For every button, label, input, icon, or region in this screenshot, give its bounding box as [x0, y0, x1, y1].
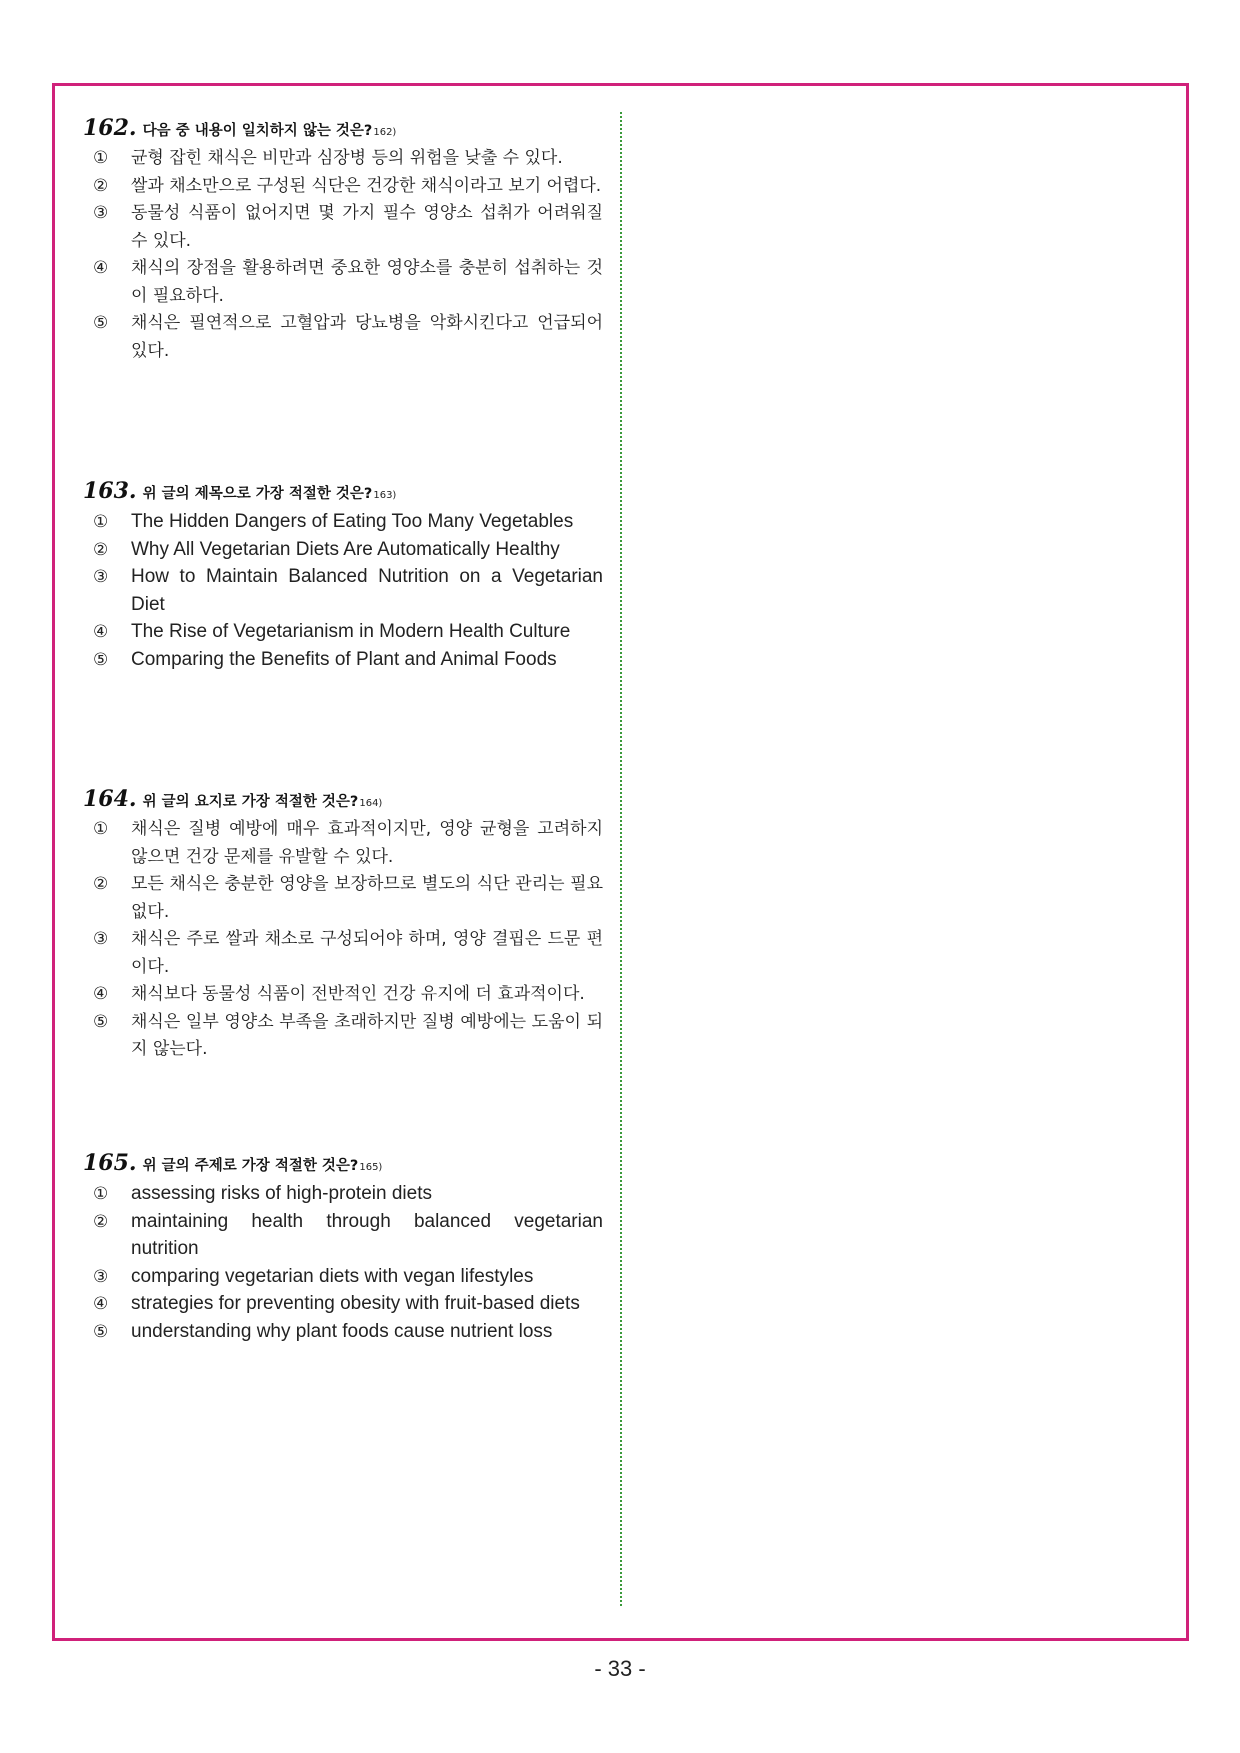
option-text: 동물성 식품이 없어지면 몇 가지 필수 영양소 섭취가 어려워질 수 있다. — [131, 203, 603, 251]
option-number: ④ — [93, 1294, 109, 1313]
option-number: ② — [93, 539, 109, 559]
option-text: maintaining health through balanced vegetarian nutrition — [131, 1210, 603, 1259]
option-4[interactable] — [93, 255, 603, 310]
option-1[interactable] — [93, 508, 603, 536]
question-header — [83, 1150, 603, 1180]
option-5[interactable] — [93, 1318, 603, 1346]
option-number: ② — [93, 1211, 109, 1231]
question-163 — [83, 478, 603, 673]
footnote-ref: 165) — [359, 1162, 383, 1173]
option-number: ① — [93, 148, 109, 168]
option-3[interactable] — [93, 1263, 603, 1291]
option-number: ① — [93, 819, 109, 839]
question-165 — [83, 1150, 603, 1345]
option-5[interactable] — [93, 646, 603, 674]
question-prompt: 위 글의 제목으로 가장 적절한 것은? — [142, 486, 373, 502]
option-number: ⑤ — [93, 1321, 109, 1341]
question-number: 164. — [83, 786, 137, 812]
option-text: 채식의 장점을 활용하려면 중요한 영양소를 충분히 섭취하는 것이 필요하다. — [131, 258, 603, 306]
option-number: ④ — [93, 984, 109, 1004]
footnote-ref: 162) — [373, 127, 397, 138]
option-1[interactable] — [93, 816, 603, 871]
question-number: 163. — [83, 478, 137, 504]
question-header — [83, 786, 603, 816]
option-number: ⑤ — [93, 1011, 109, 1032]
option-2[interactable] — [93, 536, 603, 564]
option-text: How to Maintain Balanced Nutrition on a Vegetarian Diet — [131, 566, 603, 615]
option-text: Comparing the Benefits of Plant and Animal Foods — [131, 648, 557, 670]
option-3[interactable] — [93, 926, 603, 981]
option-text: strategies for preventing obesity with fruit-based diets — [131, 1293, 580, 1314]
option-2[interactable] — [93, 871, 603, 926]
option-3[interactable] — [93, 200, 603, 255]
option-number: ② — [93, 175, 109, 196]
option-text: assessing risks of high-protein diets — [131, 1183, 432, 1204]
option-text: understanding why plant foods cause nutrient loss — [131, 1320, 553, 1342]
option-number: ④ — [93, 258, 109, 278]
option-4[interactable] — [93, 981, 603, 1009]
option-2[interactable] — [93, 1208, 603, 1263]
column-divider — [620, 112, 622, 1606]
option-text: Why All Vegetarian Diets Are Automatically Healthy — [131, 538, 560, 560]
question-prompt: 다음 중 내용이 일치하지 않는 것은? — [142, 123, 373, 139]
option-text: 모든 채식은 충분한 영양을 보장하므로 별도의 식단 관리는 필요 없다. — [131, 874, 603, 922]
option-number: ④ — [93, 622, 109, 641]
option-4[interactable] — [93, 1290, 603, 1318]
option-number: ③ — [93, 1266, 109, 1286]
option-text: 채식은 일부 영양소 부족을 초래하지만 질병 예방에는 도움이 되지 않는다. — [131, 1011, 603, 1059]
option-3[interactable] — [93, 563, 603, 618]
option-text: comparing vegetarian diets with vegan lifestyles — [131, 1265, 534, 1287]
question-header — [83, 115, 603, 145]
page-number: - 33 - — [594, 1656, 646, 1681]
option-number: ③ — [93, 203, 109, 223]
question-162 — [83, 115, 603, 365]
option-text: 쌀과 채소만으로 구성된 식단은 건강한 채식이라고 보기 어렵다. — [131, 175, 602, 196]
option-number: ② — [93, 874, 109, 894]
question-prompt: 위 글의 주제로 가장 적절한 것은? — [142, 1158, 359, 1174]
question-164 — [83, 786, 603, 1064]
option-2[interactable] — [93, 173, 603, 201]
footnote-ref: 163) — [373, 490, 397, 501]
question-header — [83, 478, 603, 508]
option-text: 채식은 질병 예방에 매우 효과적이지만, 영양 균형을 고려하지 않으면 건강 문제를 유발할 수 있다. — [131, 819, 603, 867]
option-text: 채식은 필연적으로 고혈압과 당뇨병을 악화시킨다고 언급되어 있다. — [131, 313, 603, 361]
option-number: ⑤ — [93, 649, 109, 669]
option-text: 채식은 주로 쌀과 채소로 구성되어야 하며, 영양 결핍은 드문 편이다. — [131, 929, 603, 977]
option-number: ① — [93, 512, 109, 531]
option-text: 채식보다 동물성 식품이 전반적인 건강 유지에 더 효과적이다. — [131, 984, 585, 1004]
option-4[interactable] — [93, 618, 603, 646]
option-1[interactable] — [93, 1180, 603, 1208]
option-number: ① — [93, 1184, 109, 1203]
question-prompt: 위 글의 요지로 가장 적절한 것은? — [142, 794, 359, 810]
option-5[interactable] — [93, 1009, 603, 1064]
option-5[interactable] — [93, 310, 603, 365]
question-number: 165. — [83, 1150, 137, 1176]
option-1[interactable] — [93, 145, 603, 173]
question-number: 162. — [83, 115, 137, 141]
option-text: The Rise of Vegetarianism in Modern Health Culture — [131, 621, 571, 642]
option-number: ③ — [93, 567, 109, 586]
option-number: ③ — [93, 929, 109, 949]
option-text: The Hidden Dangers of Eating Too Many Vegetables — [131, 511, 574, 532]
option-text: 균형 잡힌 채식은 비만과 심장병 등의 위험을 낮출 수 있다. — [131, 148, 563, 168]
option-number: ⑤ — [93, 313, 109, 333]
footnote-ref: 164) — [359, 798, 383, 809]
